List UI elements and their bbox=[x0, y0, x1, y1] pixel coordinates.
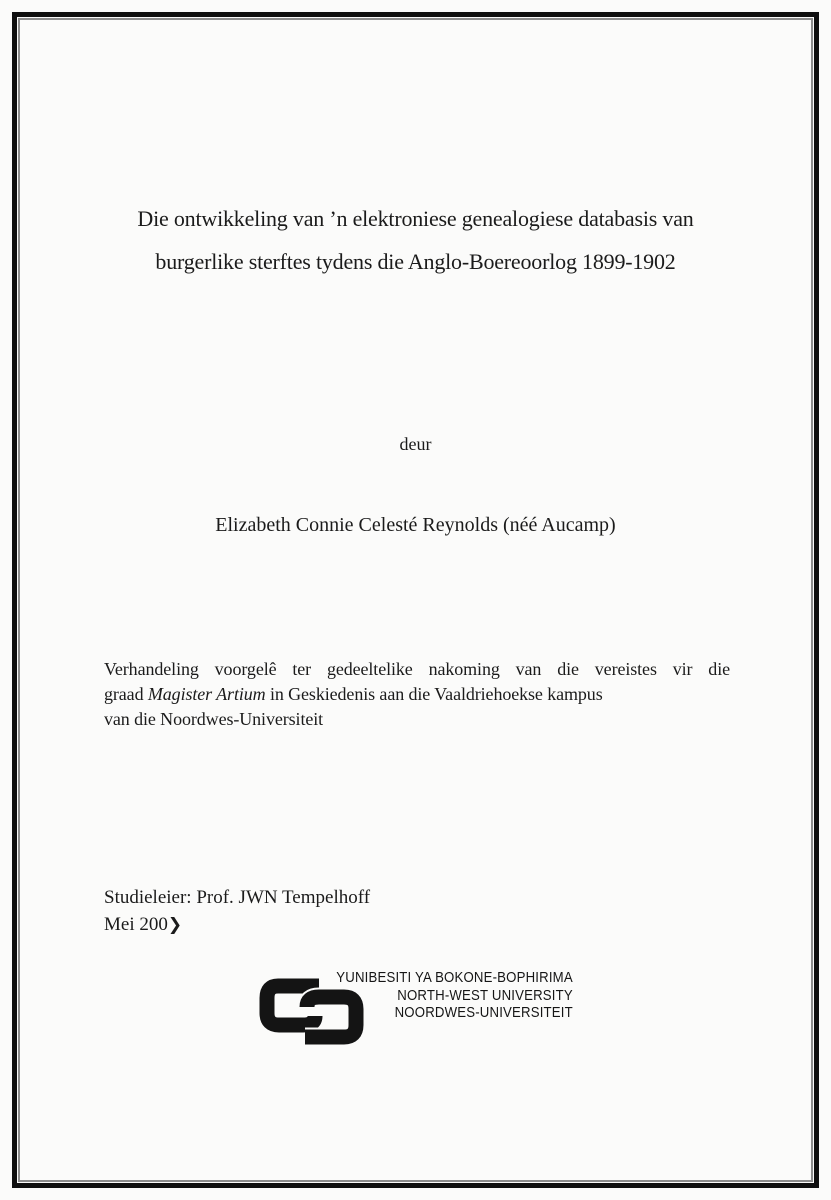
byline-deur: deur bbox=[399, 434, 432, 454]
statement-line-2-pre: graad bbox=[104, 684, 148, 704]
date-prefix: Mei 200 bbox=[104, 914, 168, 935]
statement-line-2 bbox=[104, 682, 730, 707]
logo-line-english: NORTH-WEST UNIVERSITY bbox=[396, 986, 573, 1004]
title-line-2: burgerlike sterftes tydens die Anglo-Boereoorlog 1899-1902 bbox=[155, 249, 676, 274]
logo-line-setswana: YUNIBESITI YA BOKONE-BOPHIRIMA bbox=[335, 969, 573, 986]
statement-line-2-post: in Geskiedenis aan die Vaaldriehoekse kampus bbox=[265, 684, 603, 704]
logo-wordmark bbox=[336, 969, 573, 1022]
degree-name-italic: Magister Artium bbox=[147, 684, 266, 704]
statement-line-1: Verhandeling voorgelê ter gedeeltelike nakoming van die vereistes vir die bbox=[104, 659, 730, 679]
statement-line-3: van die Noordwes-Universiteit bbox=[104, 709, 324, 729]
supervisor-block bbox=[104, 884, 370, 939]
university-logo bbox=[259, 968, 573, 1052]
logo-line-afrikaans: NOORDWES-UNIVERSITEIT bbox=[394, 1004, 573, 1021]
thesis-title bbox=[40, 197, 791, 283]
supervisor-line: Studieleier: Prof. JWN Tempelhoff bbox=[104, 887, 371, 908]
submission-statement bbox=[104, 657, 730, 732]
title-line-1: Die ontwikkeling van ’n elektroniese genealogiese databasis van bbox=[137, 206, 694, 231]
date-glyph-seven: ❯ bbox=[167, 915, 183, 935]
date-line bbox=[104, 911, 370, 939]
author-name: Elizabeth Connie Celesté Reynolds (néé Aucamp) bbox=[215, 514, 616, 536]
